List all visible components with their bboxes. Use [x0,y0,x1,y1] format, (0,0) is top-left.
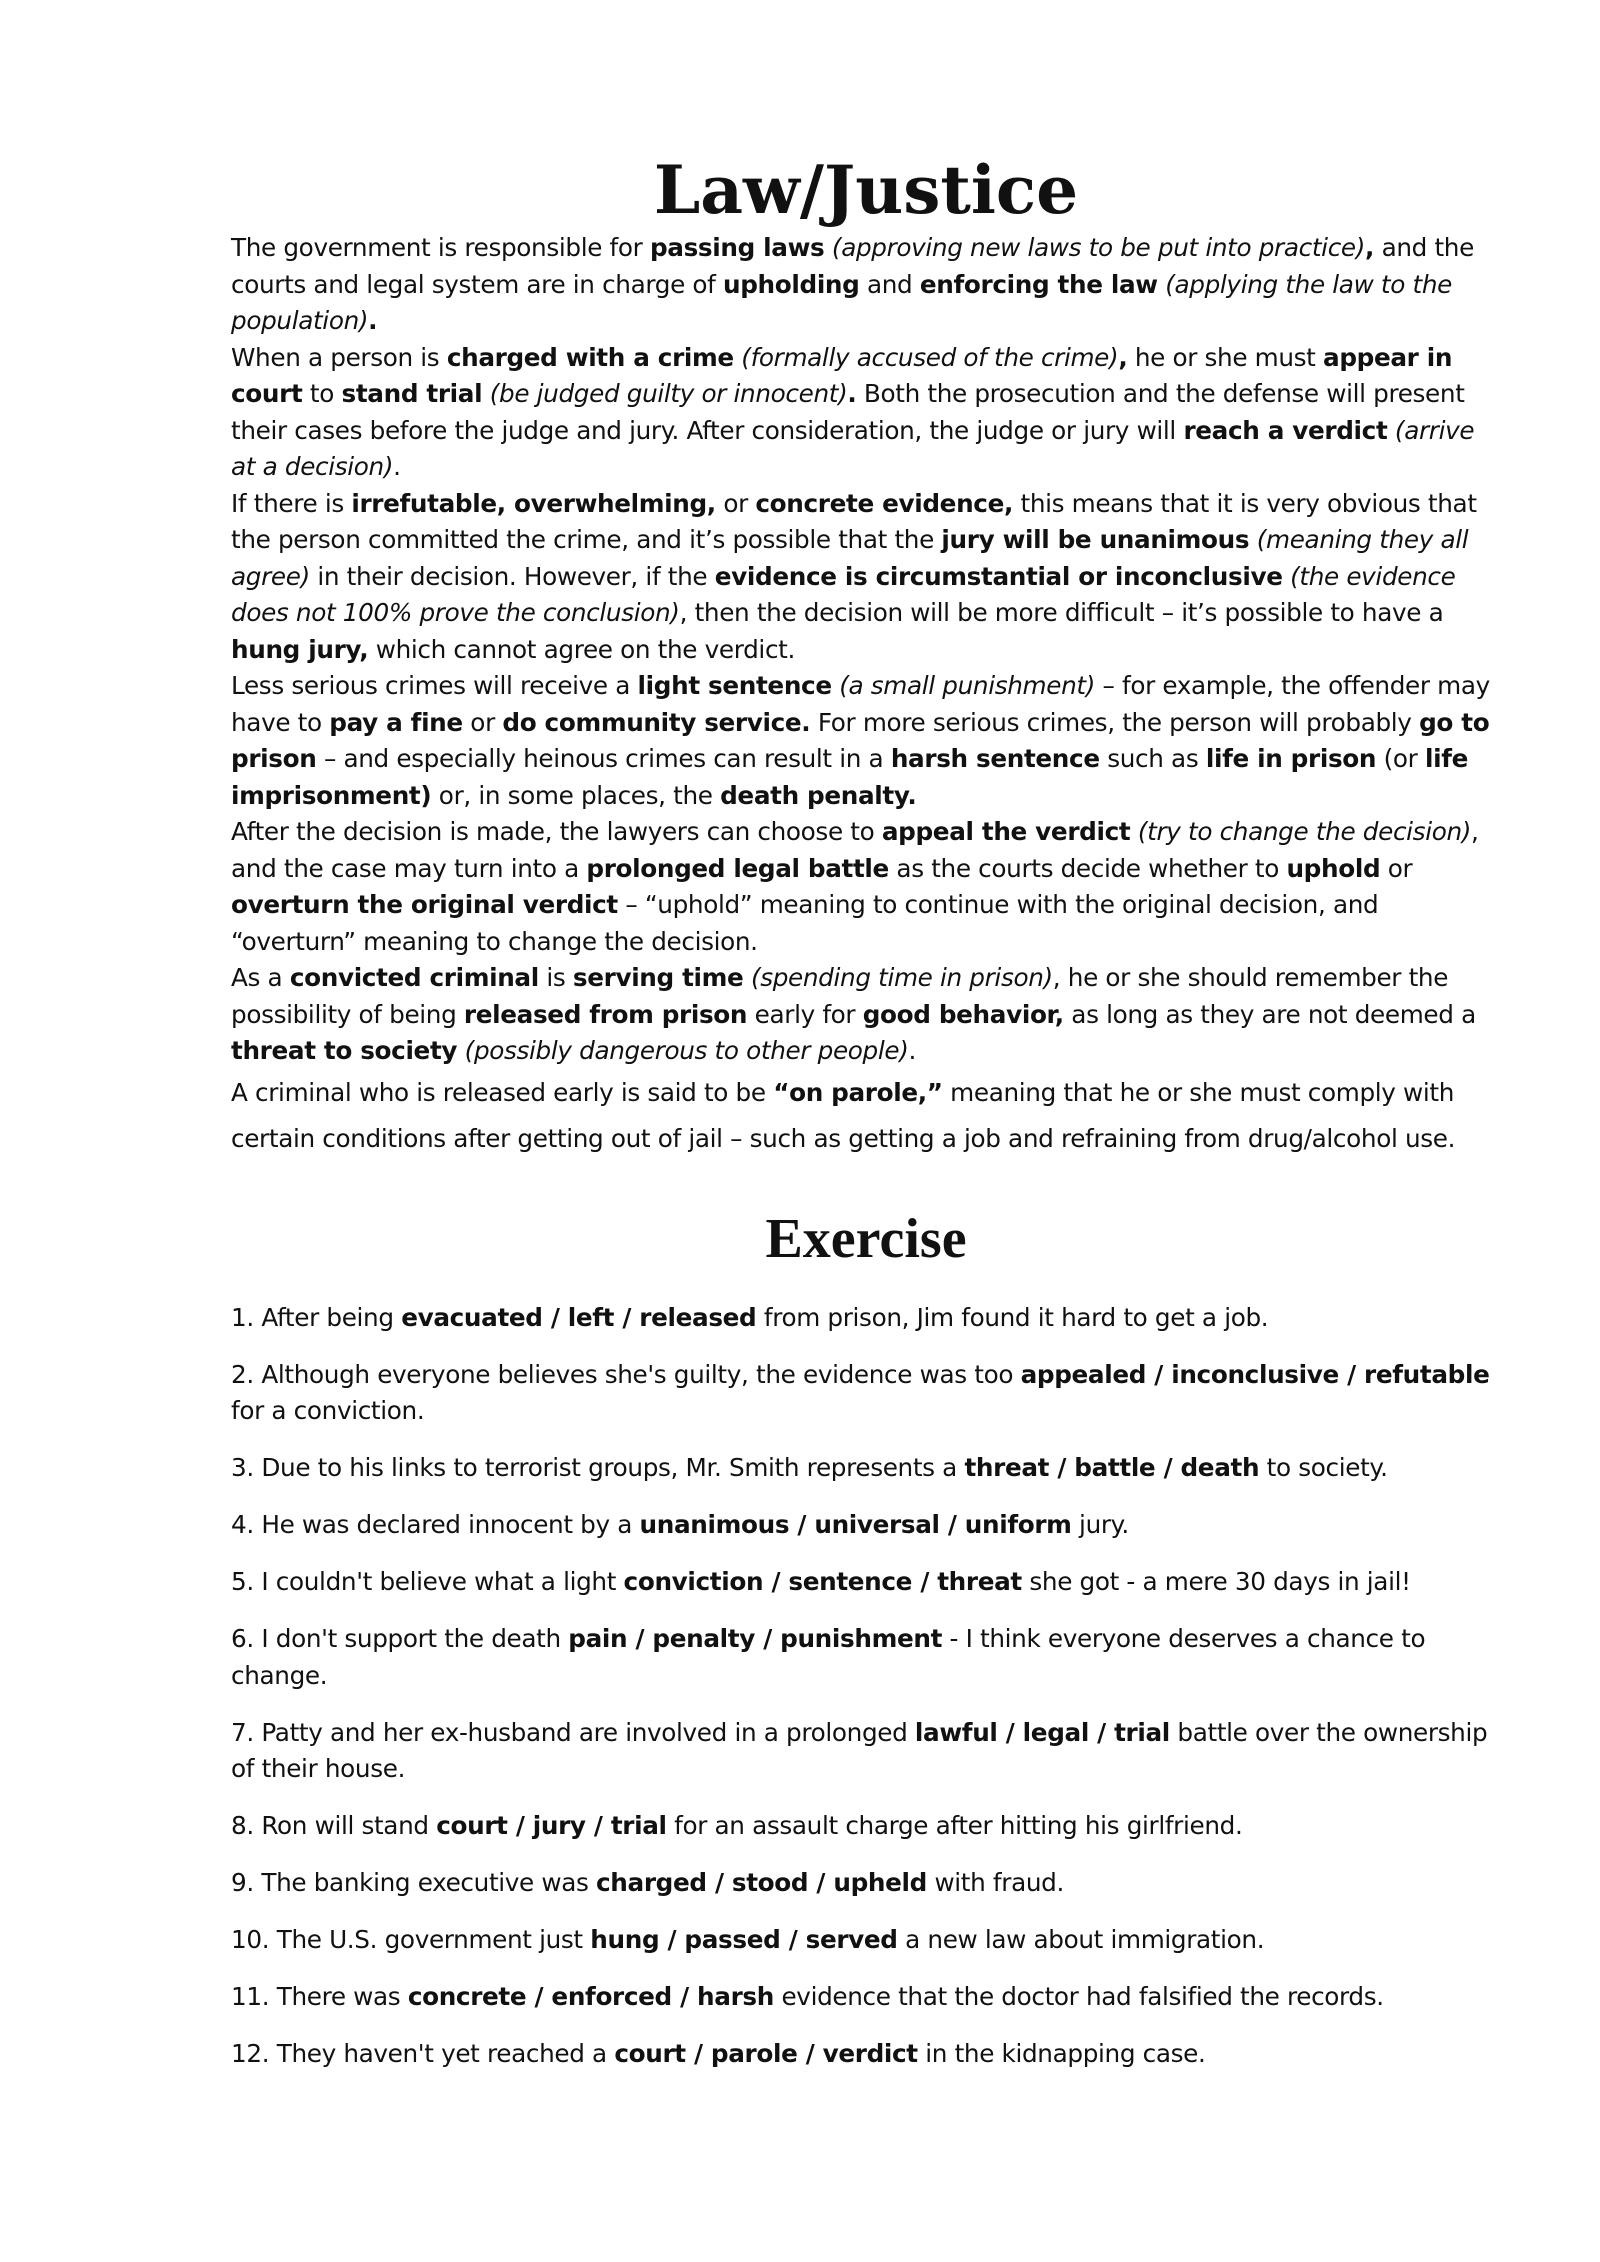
bold-term: charged with a crime [446,342,734,372]
text-run: meaning that he or she must comply with certain conditions after getting out of jail – such as getting a job and refraining from drug/alcohol use. [231,1077,1456,1153]
text-run: As a [231,963,290,992]
bold-term: released from prison [463,999,748,1029]
exercise-number: 9. [231,1868,254,1897]
body-paragraph [231,1070,1501,1162]
exercise-text-before: The banking executive was [261,1868,597,1897]
text-run: which cannot agree on the verdict. [368,634,795,664]
text-run: If there is [231,488,352,518]
text-run [1283,562,1291,591]
exercise-options: hung / passed / served [590,1925,898,1954]
exercise-text-after: in the kidnapping case. [917,2039,1206,2068]
bold-term: passing laws [649,233,825,262]
exercise-item [231,2036,1501,2073]
text-run [743,963,751,992]
body-paragraph [231,340,1501,486]
body-paragraph [231,486,1501,669]
text-run: Less serious crimes will receive a [231,671,638,700]
exercise-text-before: Ron will stand [261,1811,437,1840]
exercise-text-after: a new law about immigration. [897,1925,1265,1954]
exercise-number: 4. [231,1510,254,1539]
page-title: Law/Justice [653,151,1079,229]
exercise-text-after: for an assault charge after hitting his girlfriend. [666,1811,1243,1840]
exercise-number: 10. [231,1925,270,1954]
italic-definition: (meaning they all agree) [231,525,1469,591]
text-run: – and especially heinous crimes can result in a [316,744,891,773]
body-paragraph [231,814,1501,960]
exercise-list [231,1300,1501,2073]
italic-definition: (approving new laws to be put into practice) [831,233,1366,262]
text-run [482,379,490,408]
italic-definition: (try to change the decision) [1137,817,1472,846]
exercise-number: 2. [231,1359,254,1389]
exercise-text-before: Patty and her ex-husband are involved in a prolonged [261,1717,915,1747]
text-run: . [393,452,401,481]
bold-term: appeal the verdict [881,817,1131,846]
text-run: A criminal who is released early is said to be [231,1077,774,1107]
exercise-number: 6. [231,1624,254,1653]
exercise-item [231,1450,1501,1487]
exercise-options: court / parole / verdict [614,2039,918,2068]
text-run: is [538,963,573,992]
text-run: as the courts decide whether to [888,853,1287,883]
text-run: this means that it is very obvious that the person committed the crime, and it’s possible that the [231,488,1477,554]
text-run: , then the decision will be more difficult – it’s possible to have a [679,598,1444,627]
exercise-number: 11. [231,1982,270,2011]
text-run: , and the case may turn into a [231,817,1479,883]
exercise-text-before: I couldn't believe what a light [261,1567,624,1596]
exercise-item [231,1808,1501,1845]
italic-definition: (applying the law to the population) [231,269,1452,335]
exercise-options: concrete / enforced / harsh [407,1982,774,2011]
exercise-number: 5. [231,1567,254,1596]
italic-definition: (arrive at a decision) [231,415,1475,481]
text-run: and the courts and legal system are in charge of [231,233,1474,299]
bold-term: serving time [572,963,744,992]
exercise-options: evacuated / left / released [401,1302,757,1332]
bold-term: light sentence [637,671,832,700]
bold-term: harsh sentence [890,744,1100,773]
text-run [824,233,832,262]
bold-term: death penalty. [720,780,917,810]
bold-term: , [1365,233,1375,262]
italic-definition: (be judged guilty or innocent) [489,379,848,408]
text-run: For more serious crimes, the person will probably [810,707,1420,737]
exercise-text-after: - I think everyone deserves a chance to change. [231,1624,1426,1690]
exercise-item [231,1715,1501,1788]
italic-definition: (formally accused of the crime) [741,342,1119,372]
bold-term: do community service. [502,707,811,737]
text-run: The government is responsible for [231,233,650,262]
text-run: or [462,707,503,737]
body-paragraph [231,960,1501,1070]
italic-definition: (a small punishment) [839,671,1095,700]
text-run: – for example, the offender may have to [231,671,1490,737]
text-run: such as [1099,744,1206,773]
text-run: early for [747,999,863,1029]
text-run: When a person is [231,342,447,372]
bold-term: , [1118,342,1128,372]
exercise-text-before: They haven't yet reached a [276,2039,615,2068]
body-paragraph [231,230,1501,340]
exercise-options: appealed / inconclusive / refutable [1020,1359,1490,1389]
bold-term: life in prison [1205,744,1377,773]
exercise-options: conviction / sentence / threat [623,1567,1022,1596]
text-run [1387,416,1395,445]
bold-term: hung jury, [231,634,369,664]
document-content [231,150,1501,2093]
exercise-number: 8. [231,1811,254,1840]
bold-term: jury will be unanimous [941,525,1250,554]
text-run: and [859,269,920,299]
exercise-text-before: I don't support the death [261,1624,569,1653]
exercise-item [231,1300,1501,1337]
text-run: in their decision. However, if the [309,561,715,591]
article-body [231,230,1501,1162]
exercise-text-after: she got - a mere 30 days in jail! [1021,1567,1411,1596]
exercise-text-after: from prison, Jim found it hard to get a job. [756,1302,1269,1332]
text-run: Both the prosecution and the defense will present their cases before the judge and jury. After consideration, the judge or jury will [231,379,1465,445]
text-run: – “uphold” meaning to continue with the original decision, and “overturn” meaning to change the decision. [231,890,1379,956]
exercise-item [231,1564,1501,1601]
italic-definition: (the evidence does not 100% prove the conclusion) [231,561,1456,627]
exercise-number: 12. [231,2039,270,2068]
text-run: or, in some places, the [431,780,721,810]
bold-term: prolonged legal battle [586,853,889,883]
text-run [1249,525,1257,554]
text-run: After the decision is made, the lawyers can choose to [231,817,882,846]
exercise-number: 1. [231,1302,254,1332]
text-run [1130,817,1138,846]
bold-term: life imprisonment) [231,744,1468,810]
text-run: or [715,488,756,518]
exercise-text-after: evidence that the doctor had falsified the records. [773,1982,1384,2011]
bold-term: reach a verdict [1183,415,1388,445]
exercise-options: lawful / legal / trial [914,1717,1170,1747]
exercise-item [231,1865,1501,1902]
exercise-item [231,1507,1501,1544]
italic-definition: (spending time in prison) [750,963,1053,992]
exercise-text-before: The U.S. government just [276,1925,591,1954]
bold-term: uphold [1286,853,1381,883]
bold-term: pay a fine [329,707,463,737]
bold-term: “on parole,” [773,1077,943,1107]
bold-term: enforcing the law [919,269,1158,299]
text-run: . [908,1036,917,1065]
exercise-item [231,1621,1501,1694]
text-run: or [1380,853,1413,883]
exercise-number: 7. [231,1717,254,1747]
exercise-number: 3. [231,1453,254,1482]
bold-term: threat to society [231,1036,458,1065]
exercise-title: Exercise [765,1207,967,1270]
exercise-options: pain / penalty / punishment [568,1624,943,1653]
bold-term: upholding [723,269,860,299]
italic-definition: (possibly dangerous to other people) [464,1036,909,1065]
exercise-item [231,1979,1501,2016]
bold-term: evidence is circumstantial or inconclusive [714,561,1283,591]
exercise-text-before: He was declared innocent by a [261,1510,640,1539]
bold-term: stand trial [341,379,483,408]
bold-term: good behavior, [862,999,1064,1029]
bold-term: go to prison [231,707,1490,773]
text-run: as long as they are not deemed a [1063,999,1476,1029]
exercise-item [231,1357,1501,1430]
exercise-options: court / jury / trial [436,1811,667,1840]
exercise-text-before: Although everyone believes she's guilty, the evidence was too [261,1359,1021,1389]
exercise-text-after: for a conviction. [231,1396,425,1425]
bold-term: . [847,379,857,408]
bold-term: convicted criminal [289,963,539,992]
text-run: he or she must [1127,342,1324,372]
bold-term: concrete evidence, [755,488,1013,518]
exercise-item [231,1922,1501,1959]
bold-term: irrefutable, overwhelming, [351,488,716,518]
exercise-options: charged / stood / upheld [596,1868,927,1897]
text-run [457,1036,465,1065]
text-run: to [302,379,342,408]
exercise-text-after: to society. [1259,1453,1388,1482]
text-run: , he or she should remember the possibility of being [231,963,1449,1029]
bold-term: appear in court [231,342,1453,408]
exercise-text-before: There was [276,1982,408,2011]
exercise-options: threat / battle / death [964,1453,1260,1482]
exercise-text-after: battle over the ownership of their house. [231,1717,1488,1783]
body-paragraph [231,668,1501,814]
exercise-options: unanimous / universal / uniform [639,1510,1072,1539]
exercise-text-before: After being [261,1302,402,1332]
text-run: (or [1376,744,1425,773]
exercise-text-before: Due to his links to terrorist groups, Mr. Smith represents a [261,1453,965,1482]
bold-term: overturn the original verdict [231,890,618,919]
exercise-text-after: with fraud. [926,1868,1064,1897]
exercise-text-after: jury. [1071,1510,1129,1539]
bold-term: . [368,306,378,335]
